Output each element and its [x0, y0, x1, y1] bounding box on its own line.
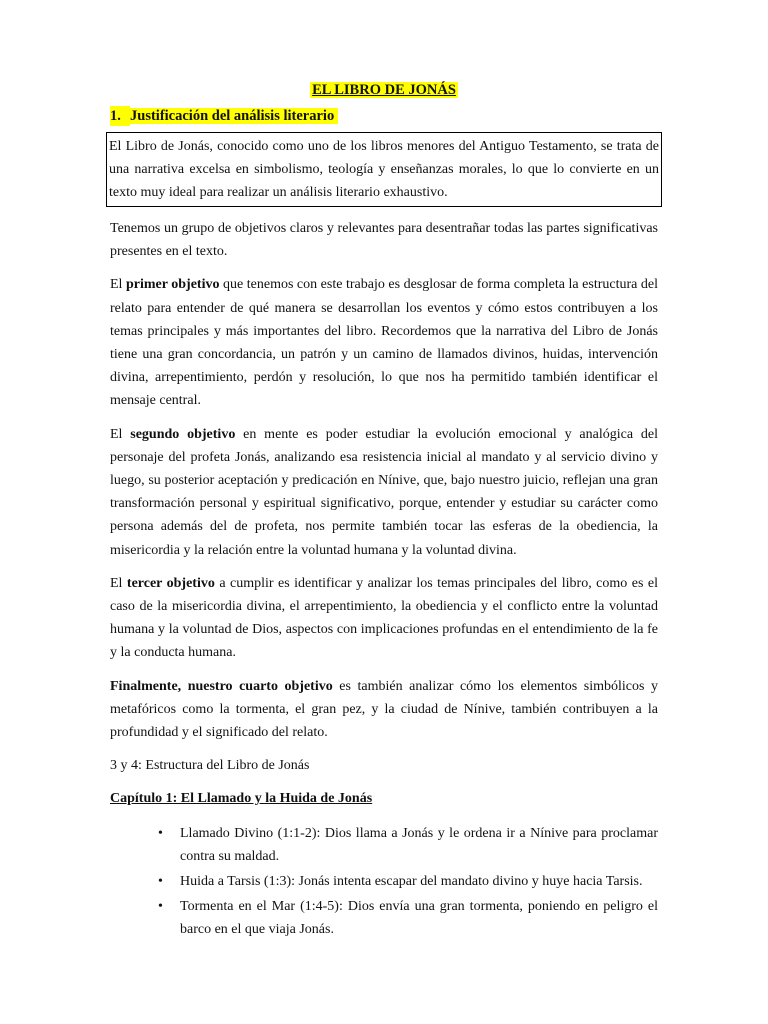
intro-paragraph: Tenemos un grupo de objetivos claros y relevantes para desentrañar todas las partes significativas presentes en el texto.	[110, 221, 658, 260]
objective-4-bold: Finalmente, nuestro cuarto objetivo	[110, 678, 333, 694]
objective-2-lead: El	[110, 426, 131, 442]
list-item-text: Huida a Tarsis (1:3): Jonás intenta escapar del mandato divino y huye hacia Tarsis.	[180, 874, 643, 890]
objective-1-bold: primer objetivo	[125, 277, 220, 293]
objective-4-text: es también analizar cómo los elementos simbólicos y metafóricos como la tormenta, el gran pez, y la ciudad de Nínive, también contribuyen a la profundidad y el significado del relato.	[110, 678, 658, 741]
objective-3-bold: tercer objetivo	[126, 575, 215, 591]
bullet-icon: •	[158, 874, 163, 890]
objective-3-paragraph	[110, 572, 658, 665]
list-item-text: Llamado Divino (1:1-2): Dios llama a Jonás y le ordena ir a Nínive para proclamar contra su maldad.	[180, 826, 658, 865]
section-number: 1.	[110, 106, 130, 126]
section-heading	[110, 106, 658, 126]
list-item	[158, 822, 658, 868]
document-title-text: EL LIBRO DE JONÁS	[312, 82, 456, 98]
section-heading-highlight	[110, 108, 338, 124]
list-item	[158, 870, 658, 893]
objective-3-lead: El	[110, 575, 127, 591]
section-heading-text: Justificación del análisis literario	[130, 108, 335, 124]
document-content	[110, 80, 658, 943]
bullet-icon: •	[158, 899, 163, 915]
objective-2-bold: segundo objetivo	[130, 426, 236, 442]
list-item	[158, 895, 658, 941]
chapter-1-heading: Capítulo 1: El Llamado y la Huida de Jonás	[110, 791, 373, 807]
bullet-icon: •	[158, 826, 163, 842]
boxed-paragraph: El Libro de Jonás, conocido como uno de los libros menores del Antiguo Testamento, se trata de una narrativa excelsa en simbolismo, teología y enseñanzas morales, lo que lo convierte en un texto muy ideal para realizar un análisis literario exhaustivo.	[106, 132, 662, 207]
objective-3-text: a cumplir es identificar y analizar los temas principales del libro, como es el caso de la misericordia divina, el arrepentimiento, la obediencia y el conflicto entre la voluntad humana y la voluntad de Dios, aspectos con implicaciones profundas en el entendimiento de la fe y la conducta humana.	[110, 575, 658, 661]
objective-2-text: en mente es poder estudiar la evolución emocional y analógica del personaje del profeta Jonás, analizando esa resistencia inicial al mandato y al servicio divino y luego, su posterior aceptación y predicación en Nínive, que, bajo nuestro juicio, reflejan una gran transformación personal y espiritual significativo, porque, entender y estudiar su carácter como persona además del de profeta, nos permite también tocar las esferas de la obediencia, la misericordia y la relación entre la voluntad humana y la voluntad divina.	[110, 426, 658, 558]
document-title	[110, 80, 658, 100]
objective-4-paragraph	[110, 675, 658, 745]
objective-1-paragraph	[110, 273, 658, 412]
objective-1-text: que tenemos con este trabajo es desglosar de forma completa la estructura del relato para entender de qué manera se desarrollan los eventos y cómo estos contribuyen a los temas principales y más importantes del libro. Recordemos que la narrativa del Libro de Jonás tiene una gran concordancia, un patrón y un camino de llamados divinos, huidas, intervención divina, arrepentimiento, perdón y resolución, lo que nos ha permitido también identificar el mensaje central.	[110, 277, 658, 409]
objective-2-paragraph	[110, 423, 658, 562]
structure-heading: 3 y 4: Estructura del Libro de Jonás	[110, 758, 310, 774]
chapter-1-list	[110, 822, 658, 941]
list-item-text: Tormenta en el Mar (1:4-5): Dios envía una gran tormenta, poniendo en peligro el barco en el que viaja Jonás.	[180, 899, 658, 938]
objective-1-lead: El	[110, 277, 126, 293]
